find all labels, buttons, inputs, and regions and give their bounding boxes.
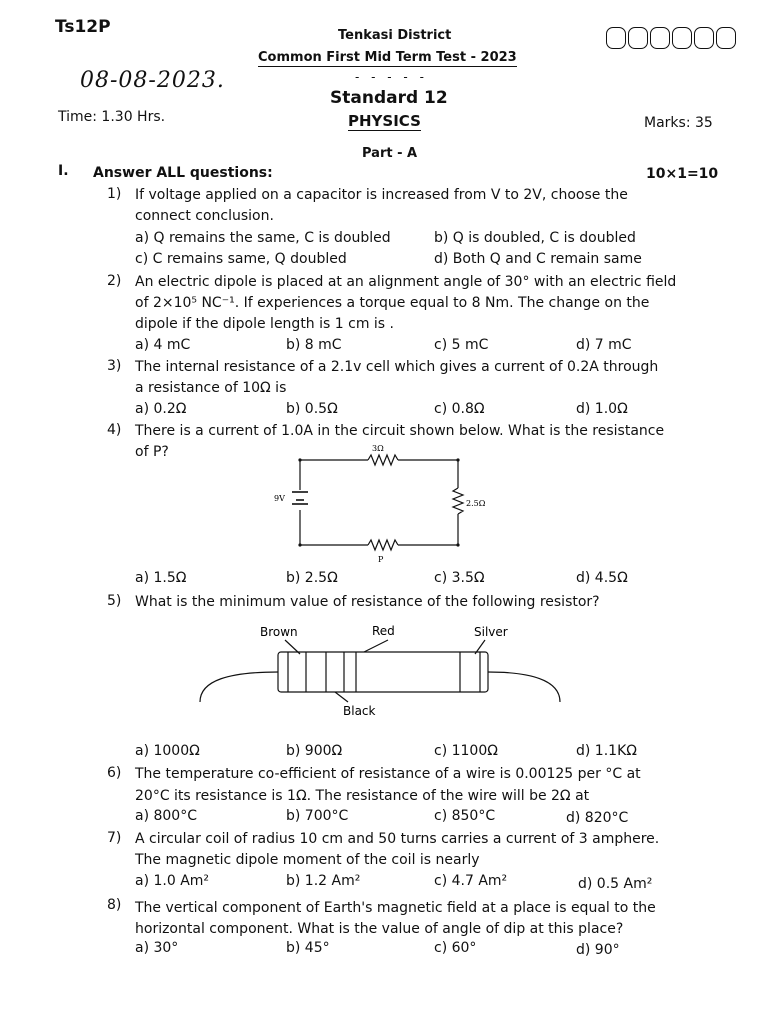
district-title: Tenkasi District: [338, 28, 452, 43]
question-number: 7): [107, 830, 122, 846]
option: a) 1000Ω: [135, 743, 200, 759]
option: d) Both Q and C remain same: [434, 251, 642, 267]
option: d) 4.5Ω: [576, 570, 628, 586]
option: b) Q is doubled, C is doubled: [434, 230, 636, 246]
option: d) 1.1KΩ: [576, 743, 637, 759]
exam-title: Common First Mid Term Test - 2023: [258, 50, 517, 65]
top-resistor-label: 3Ω: [372, 444, 384, 453]
brown-label: Brown: [260, 625, 298, 639]
decorative-dashes: - - - - -: [355, 70, 428, 84]
register-number-boxes: [606, 27, 738, 53]
option: d) 820°C: [566, 810, 629, 826]
question-text: The vertical component of Earth's magnetic field at a place is equal to the: [135, 900, 656, 916]
question-text: dipole if the dipole length is 1 cm is .: [135, 316, 394, 332]
marks-label: Marks: 35: [644, 115, 713, 131]
option: c) C remains same, Q doubled: [135, 251, 347, 267]
section-marks: 10×1=10: [646, 166, 719, 182]
question-number: 4): [107, 422, 122, 438]
option: a) 30°: [135, 940, 179, 956]
bottom-resistor-label: P: [378, 555, 384, 564]
resistor-diagram: [190, 620, 580, 725]
question-text: The internal resistance of a 2.1v cell which gives a current of 0.2A through: [135, 359, 659, 375]
question-number: 3): [107, 358, 122, 374]
option: d) 0.5 Am²: [578, 876, 653, 892]
question-number: 2): [107, 273, 122, 289]
question-text: There is a current of 1.0A in the circuit shown below. What is the resistance: [135, 423, 665, 439]
question-text: connect conclusion.: [135, 208, 274, 224]
circuit-diagram: [260, 440, 500, 570]
option: b) 1.2 Am²: [286, 873, 361, 889]
question-text: a resistance of 10Ω is: [135, 380, 287, 396]
option: a) 800°C: [135, 808, 197, 824]
time-label: Time: 1.30 Hrs.: [58, 109, 166, 125]
option: b) 45°: [286, 940, 330, 956]
question-text: The temperature co-efficient of resistance of a wire is 0.00125 per °C at: [135, 766, 641, 782]
silver-label: Silver: [474, 625, 508, 639]
question-text: What is the minimum value of resistance of the following resistor?: [135, 594, 600, 610]
question-text: A circular coil of radius 10 cm and 50 turns carries a current of 3 amphere.: [135, 831, 660, 847]
option: c) 0.8Ω: [434, 401, 485, 417]
option: d) 7 mC: [576, 337, 632, 353]
option: c) 3.5Ω: [434, 570, 485, 586]
part-title: Part - A: [362, 146, 418, 161]
option: c) 1100Ω: [434, 743, 498, 759]
question-text: of P?: [135, 444, 169, 460]
option: b) 0.5Ω: [286, 401, 338, 417]
option: a) 1.0 Am²: [135, 873, 210, 889]
option: b) 700°C: [286, 808, 349, 824]
paper-code: Ts12P: [55, 17, 111, 37]
red-label: Red: [372, 624, 395, 638]
option: d) 1.0Ω: [576, 401, 628, 417]
question-text: If voltage applied on a capacitor is increased from V to 2V, choose the: [135, 187, 628, 203]
question-text: The magnetic dipole moment of the coil is nearly: [135, 852, 480, 868]
option: a) 4 mC: [135, 337, 191, 353]
question-number: 8): [107, 897, 122, 913]
option: d) 90°: [576, 942, 620, 958]
question-number: 5): [107, 593, 122, 609]
black-label: Black: [343, 704, 376, 718]
question-text: 20°C its resistance is 1Ω. The resistance of the wire will be 2Ω at: [135, 788, 590, 804]
option: b) 900Ω: [286, 743, 343, 759]
question-text: An electric dipole is placed at an alignment angle of 30° with an electric field: [135, 274, 677, 290]
handwritten-date: 08-08-2023.: [80, 68, 225, 93]
option: c) 4.7 Am²: [434, 873, 508, 889]
battery-label: 9V: [274, 494, 285, 503]
question-text: of 2×10⁵ NC⁻¹. If experiences a torque equal to 8 Nm. The change on the: [135, 295, 650, 311]
option: a) 0.2Ω: [135, 401, 187, 417]
option: a) 1.5Ω: [135, 570, 187, 586]
section-number: I.: [58, 163, 69, 179]
subject-title: PHYSICS: [348, 112, 421, 130]
option: c) 60°: [434, 940, 477, 956]
section-title: Answer ALL questions:: [93, 165, 273, 181]
option: b) 8 mC: [286, 337, 342, 353]
right-resistor-label: 2.5Ω: [466, 499, 486, 508]
option: b) 2.5Ω: [286, 570, 338, 586]
question-text: horizontal component. What is the value of angle of dip at this place?: [135, 921, 624, 937]
option: c) 850°C: [434, 808, 496, 824]
question-number: 1): [107, 186, 122, 202]
question-number: 6): [107, 765, 122, 781]
option: a) Q remains the same, C is doubled: [135, 230, 391, 246]
option: c) 5 mC: [434, 337, 489, 353]
standard-title: Standard 12: [330, 88, 448, 108]
